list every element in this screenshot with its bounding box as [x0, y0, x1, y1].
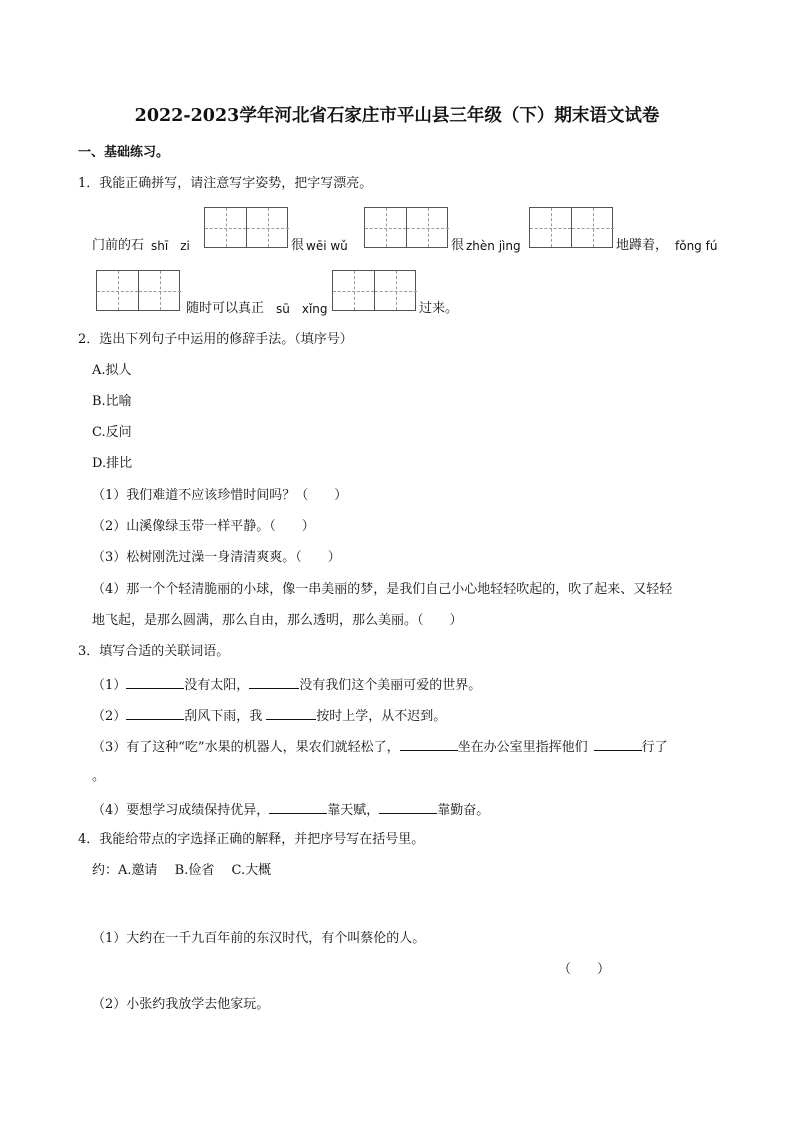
- q3-s4-mid: 靠天赋，: [327, 803, 380, 818]
- q3-s3-start: （3）有了这种“吃”水果的机器人，果农们就轻松了，: [92, 740, 400, 755]
- q2-item-4-cont[interactable]: 地飞起，是那么圆满，那么自由，那么透明，那么美丽。（ ）: [92, 613, 463, 628]
- q3-s2-num: （2）: [92, 709, 127, 724]
- q1-text-row2: 随时可以真正: [186, 301, 265, 316]
- writing-grid-2[interactable]: [364, 207, 448, 248]
- writing-grid-5[interactable]: [332, 270, 416, 311]
- option-c: C.反问: [92, 425, 132, 440]
- answer-blank[interactable]: [249, 675, 299, 689]
- q3-s3-mid: 坐在办公室里指挥他们: [457, 740, 588, 755]
- q3-s4-start: （4）要想学习成绩保持优异，: [92, 803, 270, 818]
- q3-s4-end: 靠勤奋。: [437, 803, 490, 818]
- question-3-stem: 3．填写合适的关联词语。: [78, 644, 230, 659]
- q3-s1-num: （1）: [92, 678, 127, 693]
- option-b: B.比喻: [92, 394, 132, 409]
- q2-item-1[interactable]: （1）我们难道不应该珍惜时间吗？（ ）: [92, 488, 348, 503]
- q3-s1-end: 没有我们这个美丽可爱的世界。: [299, 678, 482, 693]
- q3-s3-end: 行了: [641, 740, 668, 755]
- question-1-stem: 1．我能正确拼写，请注意写字姿势，把字写漂亮。: [78, 176, 373, 191]
- pinyin-zhenjing: zhèn jìng: [466, 239, 521, 253]
- section-heading: 一、基础练习。: [78, 145, 170, 160]
- answer-blank[interactable]: [269, 800, 327, 814]
- answer-blank[interactable]: [126, 675, 184, 689]
- writing-grid-1[interactable]: [204, 207, 288, 248]
- question-4-stem: 4．我能给带点的字选择正确的解释，并把序号写在括号里。: [78, 832, 425, 847]
- q1-text-end: 过来。: [419, 301, 459, 316]
- option-a: A.拟人: [92, 363, 132, 378]
- q2-item-2[interactable]: （2）山溪像绿玉带一样平静。（ ）: [92, 519, 315, 534]
- page-title: 2022-2023学年河北省石家庄市平山县三年级（下）期末语文试卷: [134, 106, 660, 126]
- q3-sentence-4: [92, 800, 489, 820]
- pinyin-suxing: sū xǐng: [276, 302, 328, 316]
- q1-text-mid: 地蹲着，: [616, 238, 669, 253]
- q2-item-4: （4）那一个个轻清脆丽的小球，像一串美丽的梦，是我们自己小心地轻轻吹起的，吹了起来、又轻轻: [92, 582, 673, 597]
- pinyin-shizi: shī zi: [151, 239, 190, 253]
- q4-answer-paren[interactable]: （ ）: [558, 962, 611, 977]
- writing-grid-3[interactable]: [529, 207, 613, 248]
- option-d: D.排比: [92, 456, 133, 471]
- q4-sentence-1: （1）大约在一千九百年前的东汉时代，有个叫蔡伦的人。: [92, 931, 426, 946]
- question-2-stem: 2．选出下列句子中运用的修辞手法。（填序号）: [78, 332, 353, 347]
- q3-sentence-1: [92, 675, 481, 695]
- answer-blank[interactable]: [266, 706, 316, 720]
- answer-blank[interactable]: [594, 737, 642, 751]
- answer-blank[interactable]: [126, 706, 184, 720]
- q4-sentence-2: （2）小张约我放学去他家玩。: [92, 997, 270, 1012]
- q3-s2-mid: 刮风下雨，我: [184, 709, 263, 724]
- answer-blank[interactable]: [400, 737, 458, 751]
- q2-item-3[interactable]: （3）松树刚洗过澡一身清清爽爽。（ ）: [92, 550, 341, 565]
- answer-blank[interactable]: [379, 800, 437, 814]
- writing-grid-4[interactable]: [96, 270, 180, 311]
- q3-s2-end: 按时上学，从不迟到。: [316, 709, 447, 724]
- pinyin-fangfu: fǒng fú: [675, 239, 718, 253]
- q3-sentence-2: [92, 706, 446, 726]
- q3-sentence-3: [92, 737, 668, 757]
- q3-s1-mid: 没有太阳，: [184, 678, 250, 693]
- pinyin-weiwu: wēi wǔ: [306, 239, 348, 253]
- q1-text-hen-2: 很: [451, 238, 465, 253]
- q4-definitions: 约：A.邀请 B.俭省 C.大概: [92, 863, 272, 878]
- q1-text-prefix: 门前的石: [92, 238, 145, 253]
- q1-text-hen-1: 很: [291, 238, 305, 253]
- q3-s3-period: 。: [92, 769, 106, 784]
